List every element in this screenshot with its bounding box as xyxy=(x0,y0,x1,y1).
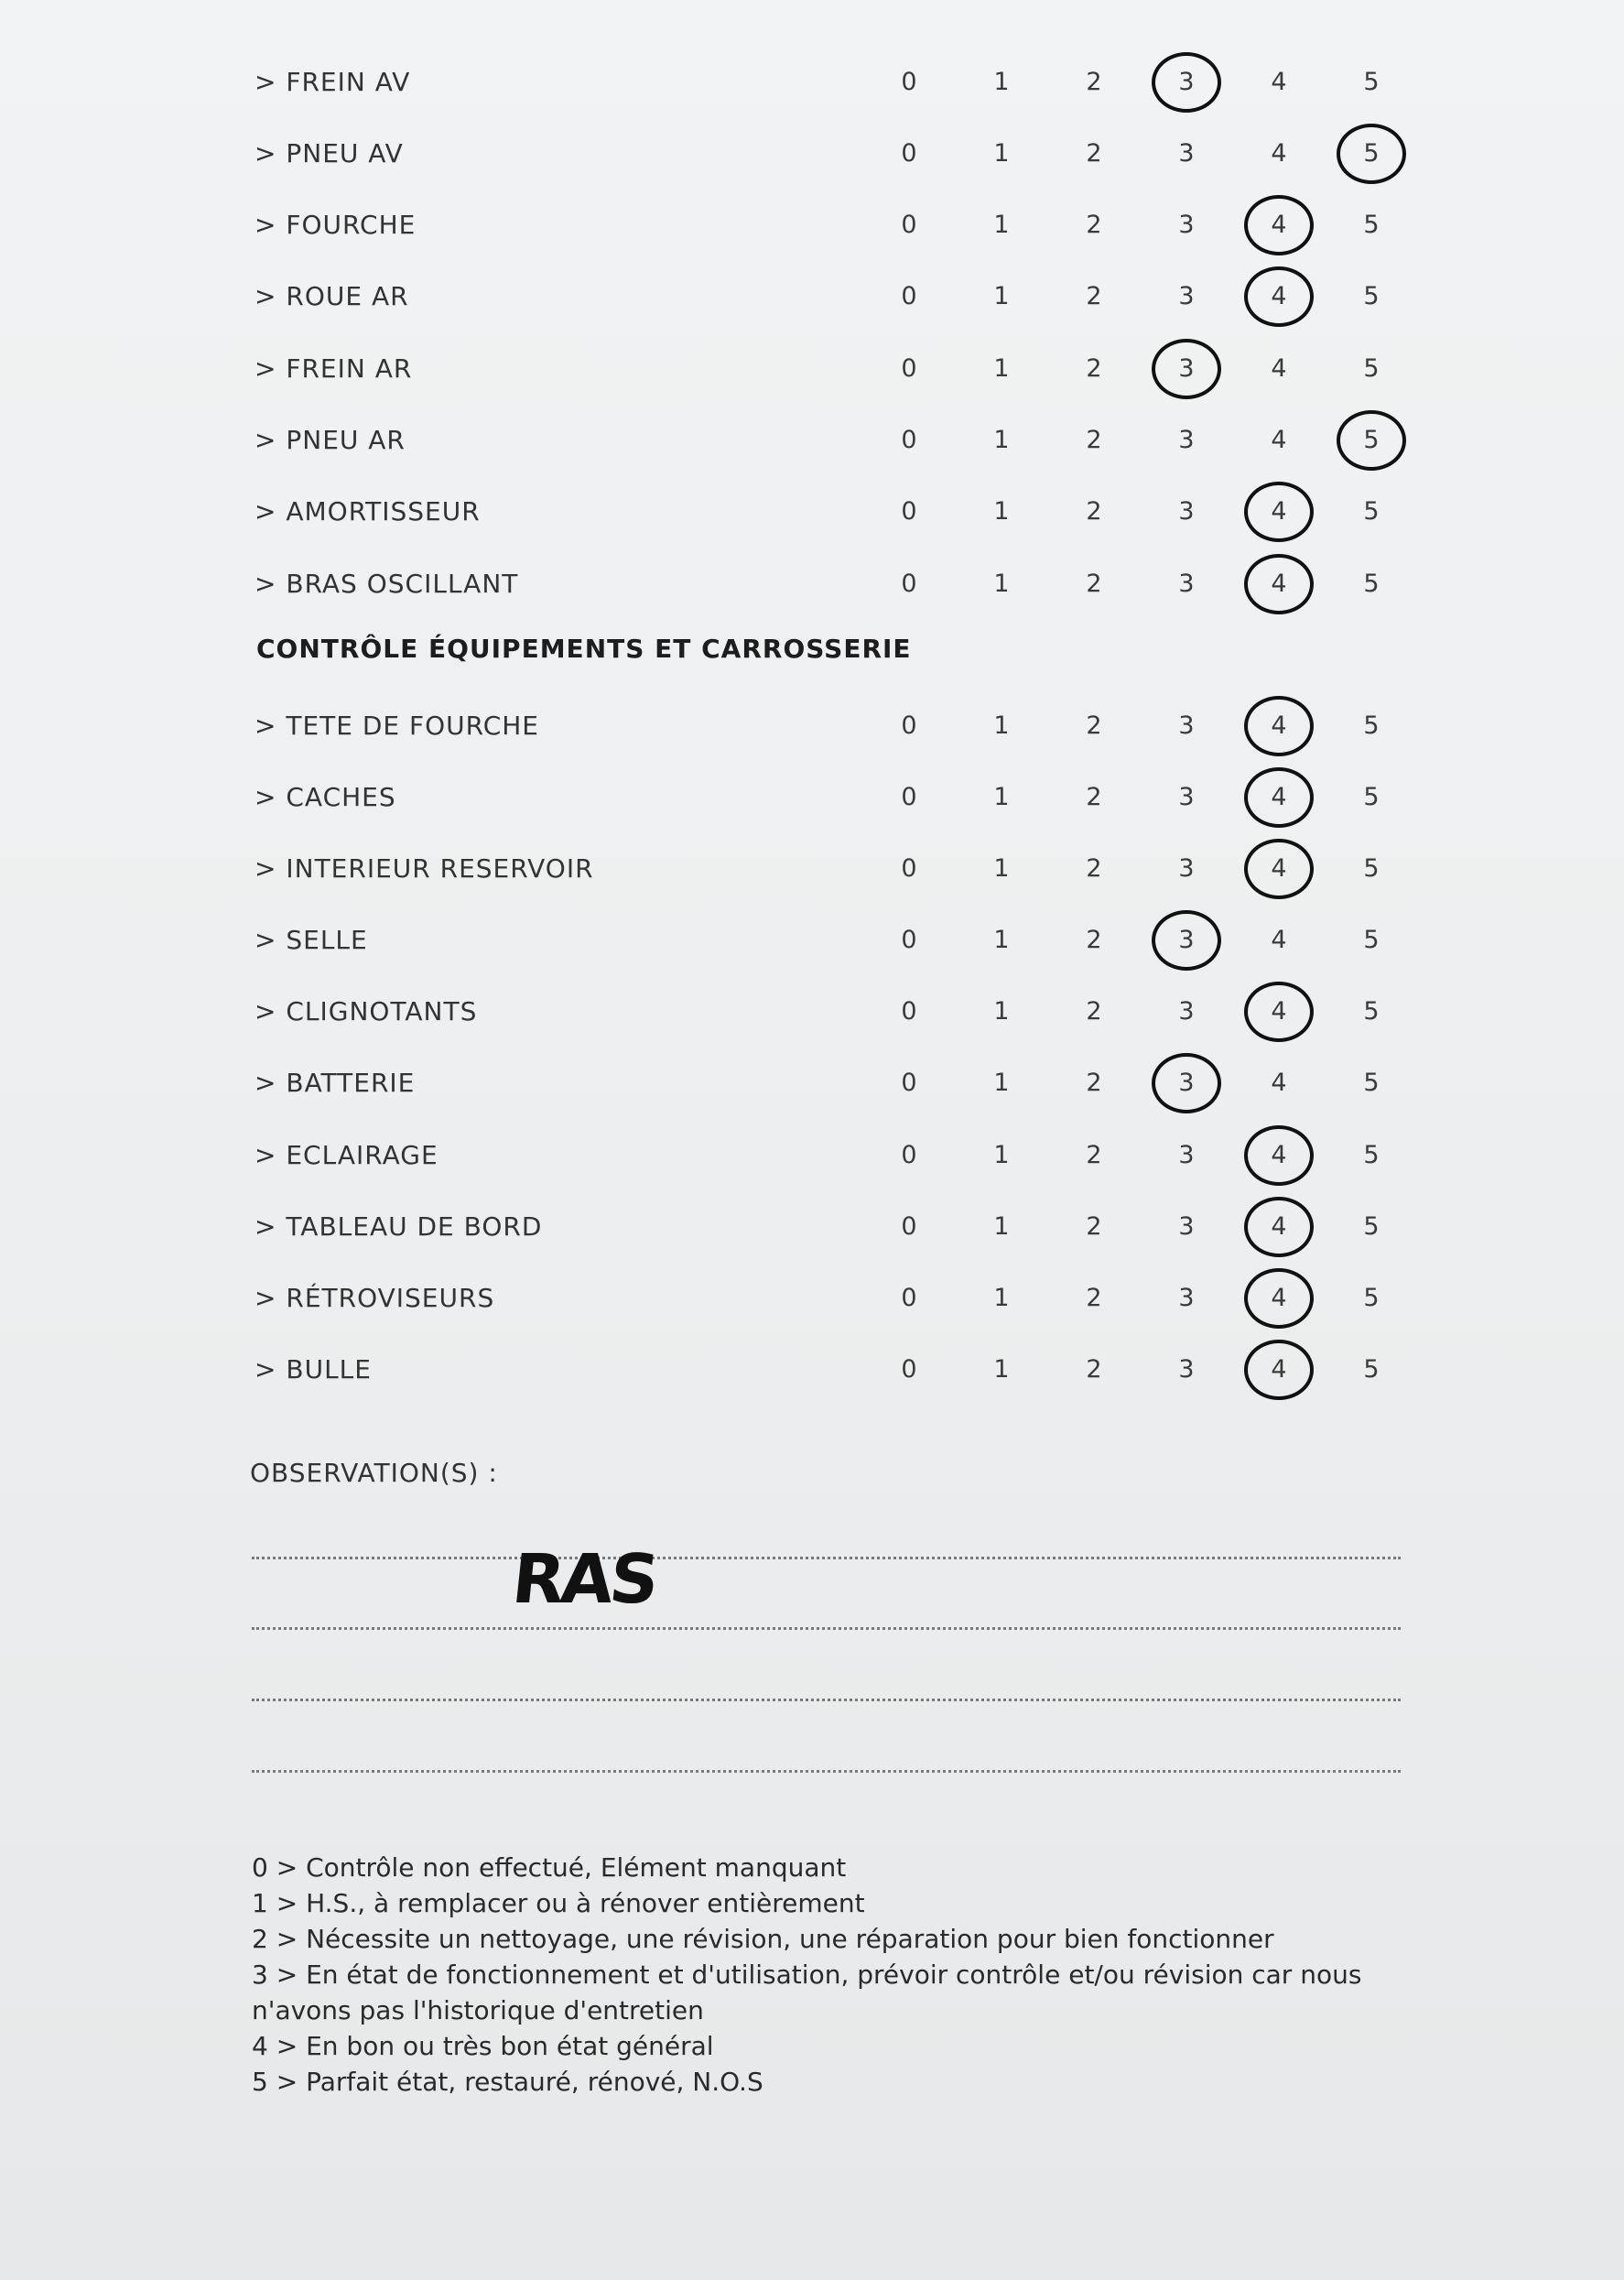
legend-item-4: 4 > En bon ou très bon état général xyxy=(252,2031,714,2061)
observation-line-4 xyxy=(252,1770,1401,1773)
handwritten-observation: RAS xyxy=(508,1540,660,1619)
score-option-2[interactable]: 2 xyxy=(1086,711,1102,740)
checklist-row xyxy=(254,984,1445,1039)
score-option-4[interactable]: 4 xyxy=(1271,711,1287,740)
score-option-5[interactable]: 5 xyxy=(1363,68,1380,96)
row-label: > AMORTISSEUR xyxy=(254,496,481,527)
score-option-2[interactable]: 2 xyxy=(1086,997,1102,1026)
score-option-3[interactable]: 3 xyxy=(1178,211,1195,239)
score-option-1[interactable]: 1 xyxy=(993,1284,1010,1312)
score-option-3[interactable]: 3 xyxy=(1178,426,1195,454)
score-option-0[interactable]: 0 xyxy=(901,139,917,168)
score-option-4[interactable]: 4 xyxy=(1271,426,1287,454)
score-option-4[interactable]: 4 xyxy=(1271,1212,1287,1241)
score-option-3[interactable]: 3 xyxy=(1178,926,1195,954)
score-option-0[interactable]: 0 xyxy=(901,68,917,96)
score-option-2[interactable]: 2 xyxy=(1086,854,1102,883)
score-option-3[interactable]: 3 xyxy=(1178,711,1195,740)
checklist-row xyxy=(254,913,1445,968)
score-option-4[interactable]: 4 xyxy=(1271,282,1287,310)
score-option-0[interactable]: 0 xyxy=(901,711,917,740)
row-label: > FREIN AR xyxy=(254,353,413,384)
row-label: > PNEU AR xyxy=(254,425,406,455)
score-option-0[interactable]: 0 xyxy=(901,1069,917,1097)
score-option-2[interactable]: 2 xyxy=(1086,426,1102,454)
score-option-2[interactable]: 2 xyxy=(1086,68,1102,96)
score-option-4[interactable]: 4 xyxy=(1271,68,1287,96)
score-option-0[interactable]: 0 xyxy=(901,854,917,883)
row-label: > TABLEAU DE BORD xyxy=(254,1211,543,1242)
row-label: > BULLE xyxy=(254,1354,372,1384)
row-label: > BATTERIE xyxy=(254,1068,416,1098)
score-option-2[interactable]: 2 xyxy=(1086,1212,1102,1241)
score-option-2[interactable]: 2 xyxy=(1086,926,1102,954)
score-option-5[interactable]: 5 xyxy=(1363,211,1380,239)
score-option-5[interactable]: 5 xyxy=(1363,1069,1380,1097)
score-option-0[interactable]: 0 xyxy=(901,354,917,383)
score-option-0[interactable]: 0 xyxy=(901,1212,917,1241)
checklist-row xyxy=(254,342,1445,396)
row-label: > BRAS OSCILLANT xyxy=(254,569,519,599)
score-option-0[interactable]: 0 xyxy=(901,211,917,239)
row-label: > FOURCHE xyxy=(254,210,417,240)
score-option-0[interactable]: 0 xyxy=(901,282,917,310)
score-option-4[interactable]: 4 xyxy=(1271,139,1287,168)
score-option-4[interactable]: 4 xyxy=(1271,1355,1287,1384)
score-option-3[interactable]: 3 xyxy=(1178,1284,1195,1312)
score-option-5[interactable]: 5 xyxy=(1363,354,1380,383)
score-option-1[interactable]: 1 xyxy=(993,282,1010,310)
score-option-1[interactable]: 1 xyxy=(993,139,1010,168)
score-option-1[interactable]: 1 xyxy=(993,926,1010,954)
score-option-4[interactable]: 4 xyxy=(1271,211,1287,239)
row-label: > SELLE xyxy=(254,925,368,955)
checklist-row xyxy=(254,269,1445,324)
score-option-2[interactable]: 2 xyxy=(1086,1284,1102,1312)
score-option-5[interactable]: 5 xyxy=(1363,570,1380,598)
score-option-3[interactable]: 3 xyxy=(1178,282,1195,310)
checklist-row xyxy=(254,841,1445,896)
row-label: > PNEU AV xyxy=(254,138,404,168)
score-option-4[interactable]: 4 xyxy=(1271,926,1287,954)
score-option-5[interactable]: 5 xyxy=(1363,1212,1380,1241)
score-option-2[interactable]: 2 xyxy=(1086,139,1102,168)
score-option-3[interactable]: 3 xyxy=(1178,1355,1195,1384)
row-label: > CLIGNOTANTS xyxy=(254,996,478,1026)
score-option-1[interactable]: 1 xyxy=(993,997,1010,1026)
score-option-0[interactable]: 0 xyxy=(901,426,917,454)
score-option-0[interactable]: 0 xyxy=(901,1355,917,1384)
score-option-0[interactable]: 0 xyxy=(901,497,917,526)
score-option-4[interactable]: 4 xyxy=(1271,1284,1287,1312)
checklist-row xyxy=(254,413,1445,468)
score-option-2[interactable]: 2 xyxy=(1086,1355,1102,1384)
score-option-5[interactable]: 5 xyxy=(1363,711,1380,740)
row-label: > TETE DE FOURCHE xyxy=(254,711,539,741)
score-option-5[interactable]: 5 xyxy=(1363,926,1380,954)
score-option-3[interactable]: 3 xyxy=(1178,1069,1195,1097)
score-option-1[interactable]: 1 xyxy=(993,68,1010,96)
score-option-0[interactable]: 0 xyxy=(901,1141,917,1169)
legend-item-0: 0 > Contrôle non effectué, Elément manquant xyxy=(252,1852,847,1883)
score-option-1[interactable]: 1 xyxy=(993,354,1010,383)
score-option-4[interactable]: 4 xyxy=(1271,783,1287,811)
score-option-5[interactable]: 5 xyxy=(1363,497,1380,526)
observations-label: OBSERVATION(S) : xyxy=(250,1458,498,1488)
observation-line-1 xyxy=(252,1557,1401,1559)
observation-line-2 xyxy=(252,1627,1401,1630)
row-label: > ECLAIRAGE xyxy=(254,1140,438,1170)
checklist-row xyxy=(254,126,1445,181)
score-option-5[interactable]: 5 xyxy=(1363,282,1380,310)
row-label: > FREIN AV xyxy=(254,67,411,97)
score-option-1[interactable]: 1 xyxy=(993,1141,1010,1169)
score-option-4[interactable]: 4 xyxy=(1271,854,1287,883)
score-option-4[interactable]: 4 xyxy=(1271,570,1287,598)
row-label: > RÉTROVISEURS xyxy=(254,1283,495,1313)
score-option-0[interactable]: 0 xyxy=(901,997,917,1026)
score-option-3[interactable]: 3 xyxy=(1178,68,1195,96)
score-option-3[interactable]: 3 xyxy=(1178,139,1195,168)
score-option-0[interactable]: 0 xyxy=(901,926,917,954)
legend-item-1: 1 > H.S., à remplacer ou à rénover entièrement xyxy=(252,1888,865,1918)
score-option-5[interactable]: 5 xyxy=(1363,1284,1380,1312)
checklist-row xyxy=(254,1200,1445,1254)
legend-item-3: 3 > En état de fonctionnement et d'utilisation, prévoir contrôle et/ou révision car nous n'avons pas l'historique d'entretien xyxy=(252,1960,1362,2025)
score-option-1[interactable]: 1 xyxy=(993,1069,1010,1097)
rating-legend xyxy=(252,1850,1442,2100)
score-option-3[interactable]: 3 xyxy=(1178,354,1195,383)
checklist-row xyxy=(254,770,1445,825)
score-option-5[interactable]: 5 xyxy=(1363,1355,1380,1384)
score-option-1[interactable]: 1 xyxy=(993,854,1010,883)
checklist-row xyxy=(254,1271,1445,1326)
score-option-2[interactable]: 2 xyxy=(1086,570,1102,598)
score-option-3[interactable]: 3 xyxy=(1178,1141,1195,1169)
score-option-5[interactable]: 5 xyxy=(1363,854,1380,883)
score-option-2[interactable]: 2 xyxy=(1086,282,1102,310)
row-label: > CACHES xyxy=(254,782,396,812)
score-option-4[interactable]: 4 xyxy=(1271,1141,1287,1169)
score-option-1[interactable]: 1 xyxy=(993,426,1010,454)
score-option-1[interactable]: 1 xyxy=(993,570,1010,598)
score-option-3[interactable]: 3 xyxy=(1178,497,1195,526)
score-option-1[interactable]: 1 xyxy=(993,783,1010,811)
score-option-2[interactable]: 2 xyxy=(1086,497,1102,526)
checklist-row xyxy=(254,1056,1445,1111)
score-option-0[interactable]: 0 xyxy=(901,570,917,598)
row-label: > INTERIEUR RESERVOIR xyxy=(254,853,594,884)
score-option-1[interactable]: 1 xyxy=(993,1355,1010,1384)
checklist-row xyxy=(254,55,1445,110)
score-option-5[interactable]: 5 xyxy=(1363,426,1380,454)
score-option-2[interactable]: 2 xyxy=(1086,783,1102,811)
score-option-2[interactable]: 2 xyxy=(1086,1141,1102,1169)
observation-line-3 xyxy=(252,1699,1401,1701)
score-option-4[interactable]: 4 xyxy=(1271,497,1287,526)
score-option-0[interactable]: 0 xyxy=(901,1284,917,1312)
checklist-row xyxy=(254,1128,1445,1183)
score-option-3[interactable]: 3 xyxy=(1178,783,1195,811)
score-option-2[interactable]: 2 xyxy=(1086,1069,1102,1097)
legend-item-2: 2 > Nécessite un nettoyage, une révision, une réparation pour bien fonctionner xyxy=(252,1924,1274,1954)
legend-item-5: 5 > Parfait état, restauré, rénové, N.O.S xyxy=(252,2067,763,2097)
checklist-row xyxy=(254,484,1445,539)
score-option-3[interactable]: 3 xyxy=(1178,997,1195,1026)
score-option-4[interactable]: 4 xyxy=(1271,354,1287,383)
checklist-row xyxy=(254,1342,1445,1397)
score-option-1[interactable]: 1 xyxy=(993,211,1010,239)
score-option-1[interactable]: 1 xyxy=(993,497,1010,526)
row-label: > ROUE AR xyxy=(254,281,409,311)
score-option-3[interactable]: 3 xyxy=(1178,1212,1195,1241)
score-option-2[interactable]: 2 xyxy=(1086,211,1102,239)
score-option-4[interactable]: 4 xyxy=(1271,997,1287,1026)
checklist-row xyxy=(254,198,1445,253)
score-option-3[interactable]: 3 xyxy=(1178,570,1195,598)
score-option-3[interactable]: 3 xyxy=(1178,854,1195,883)
score-option-4[interactable]: 4 xyxy=(1271,1069,1287,1097)
score-option-2[interactable]: 2 xyxy=(1086,354,1102,383)
score-option-1[interactable]: 1 xyxy=(993,1212,1010,1241)
checklist-row xyxy=(254,699,1445,754)
checklist-row xyxy=(254,557,1445,612)
section-title-equipment: CONTRÔLE ÉQUIPEMENTS ET CARROSSERIE xyxy=(256,634,912,664)
score-option-5[interactable]: 5 xyxy=(1363,997,1380,1026)
score-option-1[interactable]: 1 xyxy=(993,711,1010,740)
score-option-5[interactable]: 5 xyxy=(1363,1141,1380,1169)
score-option-5[interactable]: 5 xyxy=(1363,783,1380,811)
score-option-0[interactable]: 0 xyxy=(901,783,917,811)
score-option-5[interactable]: 5 xyxy=(1363,139,1380,168)
